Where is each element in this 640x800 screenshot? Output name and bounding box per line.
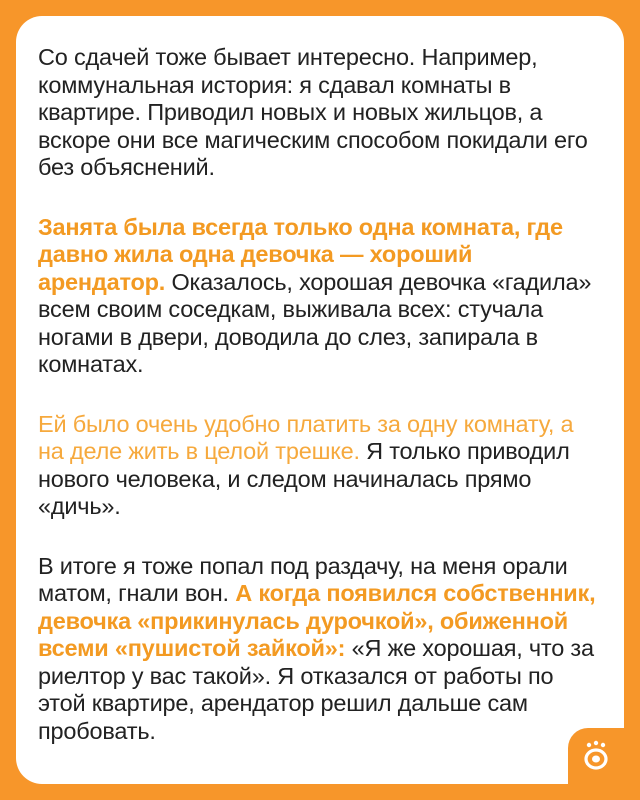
highlight-segment: Ей было очень удобно платить за одну комнату, а на деле жить в целой трешке. (38, 410, 574, 464)
paragraph-3 (38, 411, 602, 521)
highlight-segment: Занята была всегда только одна комната, где давно жила одна девочка — хороший арендатор. (38, 213, 563, 295)
text-segment: В итоге я тоже попал под раздачу, на меня орали матом, гнали вон. (38, 552, 568, 606)
brand-logo-icon (582, 740, 610, 770)
brand-logo (568, 728, 624, 784)
text-segment: Со сдачей тоже бывает интересно. Например, коммунальная история: я сдавал комнаты в квартире. Приводил новых и новых жильцов, а вскоре они все магическим способом покидали его без объяснений. (38, 44, 588, 180)
paragraph-4 (38, 553, 602, 746)
content-card (16, 16, 624, 784)
text-segment: Оказалось, хорошая девочка «гадила» всем своим соседкам, выживала всех: стучала ногами в двери, доводила до слез, запирала в комнатах. (38, 268, 592, 377)
text-segment: Я только приводил нового человека, и следом начиналась прямо «дичь». (38, 438, 570, 519)
paragraph-2 (38, 214, 602, 379)
highlight-segment: А когда появился собственник, девочка «прикинулась дурочкой», обиженной всеми «пушистой зайкой»: (38, 580, 596, 661)
paragraph-1 (38, 44, 602, 182)
text-segment: «Я же хорошая, что за риелтор у вас такой». Я отказался от работы по этой квартире, арендатор решил дальше сам пробовать. (38, 635, 594, 744)
